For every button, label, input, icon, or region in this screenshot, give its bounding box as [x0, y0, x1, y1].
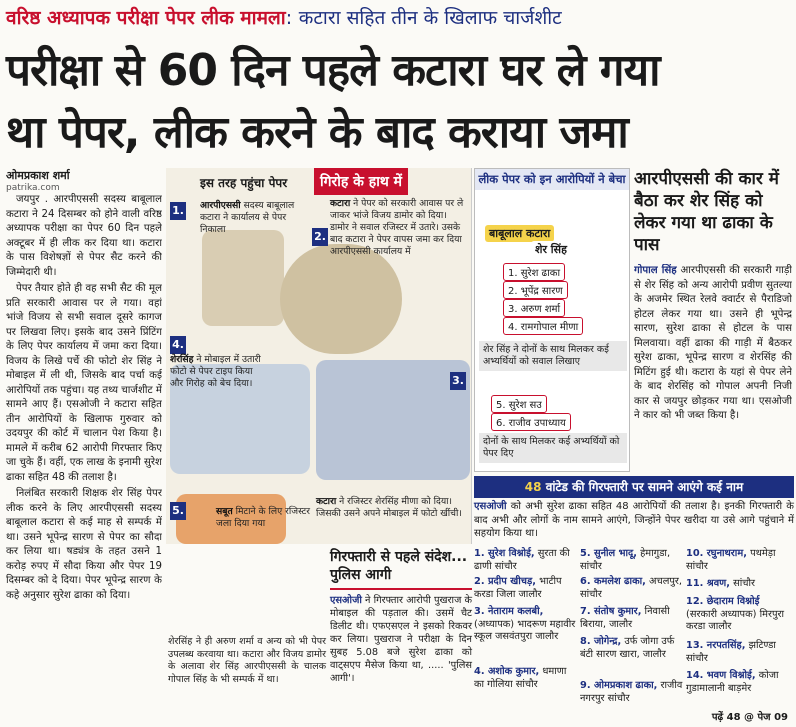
- step-1-bold: आरपीएससी: [200, 200, 241, 211]
- site-name: patrika.com: [6, 183, 60, 193]
- graphic-title: इस तरह पहुंचा पेपर: [200, 176, 288, 190]
- headline-line-2: था पेपर, लीक करने के बाद कराया जमा: [6, 107, 628, 158]
- step-3-number: 3.: [450, 372, 466, 390]
- article-column-1: [6, 193, 162, 713]
- step-1-number: 1.: [170, 202, 186, 220]
- chain-sub: शेर सिंह: [531, 241, 571, 258]
- arrest-heading: गिरफ्तारी से पहले संदेश... पुलिस आगी: [330, 548, 472, 590]
- wanted-entry: 6. कमलेश ढाका, अचलपुर, सांचौर: [580, 576, 683, 600]
- accused-chain-box: [474, 168, 630, 472]
- side-story-text: आरपीएससी की सरकारी गाड़ी से शेर सिंह को अन्य आरोपी प्रवीण सुतल्या के अजमेर स्थित रेलवे क्वार्टर से पैराडिजो होटल लेकर गया था। उसने ही भूपेन्द्र सारण, सुरेश ढाका से होटल के पास मिलवाया। वहीं ढाका की गाड़ी में बैठकर सुरेश ढाका, भूपेन्द्र सारण व शेरसिंह की मिटिंग हुई थी। कटारा के यहां से पेपर लेने के बाद शेरसिंह को गोपाल अपनी निजी कार से जयपुर छोड़कर गया था। एसओजी ने कार को भी जब्त किया है।: [634, 265, 792, 421]
- wanted-entry: 5. सुनील भादू, हेमागुडा, सांचौर: [580, 548, 671, 572]
- chain-title: लीक पेपर को इन आरोपियों ने बेचा: [475, 169, 629, 190]
- illustration-uncle-nephew: [280, 244, 402, 354]
- wanted-entry: 2. प्रदीप खीचड़, भाटीप करडा जिला जालौर: [474, 576, 562, 600]
- paragraph: पेपर तैयार होते ही वह सभी सैट की मूल प्रति सरकारी आवास पर ले गया। वहां भांजे विजय से सभी सवाल दूसरे कागज पर लिखवा लिए। इसके बाद उसने प्रिंटिंग के लिए पेपर कार्यालय में जमा करा दिया। विजय के लिखे पर्चे की फोटो शेर सिंह ने मोबाइल में ली थी, जिसके बाद पर्चा कई आरोपियों तक पहुंचा। यह तथ्य चार्जशीट में सामने आए हैं। एसओजी ने कटारा सहित तीन आरोपियों के खिलाफ गुरुवार को उदयपुर की कोर्ट में चालान पेश किया है। मामले में करीब 62 आरोपी गिरफ्तार किए जा चुके हैं। वहीं, एक लाख के इनामी सुरेश ढाका सहित 48 की तलाश है।: [6, 283, 162, 483]
- chain-item: 4. रामगोपाल मीणा: [503, 317, 583, 335]
- wanted-intro-lead: एसओजी: [474, 501, 507, 512]
- wanted-intro-text: को अभी सुरेश ढाका सहित 48 आरोपियों की तलाश है। इनकी गिरफ्तारी के बाद अभी और लोगों के नाम सामने आएंगे, जिन्होंने पेपर खरीदा या उसे आगे पहुंचाने में सहयोग किया था।: [474, 501, 794, 539]
- graphic-bottom-caption: शेरसिंह ने ही अरुण शर्मा व अन्य को भी पेपर उपलब्ध करवाया था। कटारा और विजय डामोर के अलावा शेर सिंह आरपीएससी के चालक गोपाल सिंह के भी सम्पर्क में था।: [168, 636, 326, 685]
- wanted-entry: 1. सुरेश विश्नोई, सुरता की ढाणी सांचौर: [474, 548, 570, 572]
- step-2-bold: कटारा: [330, 198, 351, 209]
- step-4-number: 4.: [170, 336, 186, 354]
- chain-note-2: दोनों के साथ मिलकर कई अभ्यर्थियों को पेपर दिए: [479, 433, 627, 463]
- wanted-intro: [474, 500, 794, 541]
- step-5-text: मिटाने के लिए रजिस्टर जला दिया गया: [216, 506, 311, 529]
- wanted-entry: 11. श्रवण, सांचौर: [686, 578, 756, 589]
- step-2-number: 2.: [312, 228, 328, 246]
- kicker-topic: वरिष्ठ अध्यापक परीक्षा पेपर लीक मामला: [6, 7, 286, 29]
- illustration-office-man: [202, 230, 284, 326]
- wanted-entry: 4. अशोक कुमार, धमाणा का गोलिया सांचौर: [474, 666, 567, 690]
- side-story-body: [634, 264, 792, 476]
- headline: [6, 40, 792, 164]
- kicker: [6, 4, 792, 34]
- wanted-entry: 7. संतोष कुमार, निवासी बिराया, जालौर: [580, 606, 670, 630]
- paragraph: जयपुर . आरपीएससी सदस्य बाबूलाल कटारा ने 24 दिसम्बर को होने वाली वरिष्ठ अध्यापक परीक्षा का पेपर 60 दिन पहले अक्टूबर में ही लीक कर दिया था। कटारा के पास विशेषज्ञों से पेपर सैट करने की जिम्मेदारी थी।: [6, 194, 162, 278]
- wanted-entry: 9. ओमप्रकाश ढाका, राजीव नगरपुर सांचौर: [580, 680, 683, 704]
- arrest-lead: एसओजी: [330, 595, 362, 606]
- graphic-badge: गिरोह के हाथ में: [314, 168, 408, 195]
- step-3-caption: [316, 496, 468, 520]
- arrest-body: [330, 594, 472, 685]
- chain-item: 3. अरुण शर्मा: [503, 299, 565, 317]
- step-4-bold: शेरसिंह: [170, 354, 194, 365]
- wanted-entry: 13. नरपतसिंह, झटिण्डा सांचौर: [686, 640, 776, 664]
- chain-item: 6. राजीव उपाध्याय: [491, 413, 571, 431]
- step-4-text: ने मोबाइल में उतारी फोटो से पेपर टाइप किया और गिरोह को बेच दिया।: [170, 354, 261, 389]
- side-story-lead: गोपाल सिंह: [634, 265, 677, 276]
- step-2-caption: [330, 198, 468, 258]
- process-graphic: [166, 168, 472, 544]
- kicker-separator: :: [285, 7, 293, 29]
- step-1-text: सदस्य बाबूलाल कटारा ने कार्यालय से पेपर निकाला: [200, 200, 295, 235]
- step-5-caption: [216, 506, 312, 530]
- byline: [6, 168, 166, 193]
- chain-note-1: शेर सिंह ने दोनों के साथ मिलकर कई अभ्यर्थियों को सवाल लिखाए: [479, 341, 627, 371]
- wanted-count: 48: [524, 480, 542, 494]
- wanted-entry: 8. जोगेन्द्र, उर्फ जोगा उर्फ बंटी सारण खारा, जालौर: [580, 636, 675, 660]
- author-name: ओमप्रकाश शर्मा: [6, 169, 70, 182]
- wanted-bar-text: वांटेड की गिरफ्तारी पर सामने आएंगे कई नाम: [545, 480, 744, 494]
- wanted-entry: 3. नेताराम कलबी, (अध्यापक) भादरूण महावीर स्कूल जसवंतपुरा जालौर: [474, 606, 576, 642]
- wanted-entry: 10. रघुनाथराम, पथमेड़ा सांचौर: [686, 548, 776, 572]
- step-2-text: ने पेपर को सरकारी आवास पर ले जाकर भांजे विजय डामोर को दिया। डामोर ने सवाल रजिस्टर में उतारे। उसके बाद कटारा ने पेपर वापस जमा कर दिया आरपीएससी कार्यालय में: [330, 198, 464, 257]
- side-story-heading: आरपीएससी की कार में बैठा कर शेर सिंह को लेकर गया था ढाका के पास: [634, 169, 779, 255]
- wanted-entry: 12. छेदाराम विश्नोई (सरकारी अध्यापक) मिरपुरा करडा जालौर: [686, 596, 785, 632]
- chain-item: 5. सुरेश सउ: [491, 395, 547, 413]
- step-1-caption: [200, 200, 296, 236]
- chain-item: 1. सुरेश ढाका: [503, 263, 565, 281]
- step-3-text: ने रजिस्टर शेरसिंह मीणा को दिया। जिसकी उसने अपने मोबाइल में फोटो खींची।: [316, 496, 462, 519]
- step-3-bold: कटारा: [316, 496, 337, 507]
- illustration-phone-photo: [316, 360, 470, 480]
- arrest-message-box: [330, 548, 472, 716]
- chain-item: 2. भूपेंद्र सारण: [503, 281, 568, 299]
- kicker-summary: कटारा सहित तीन के खिलाफ चार्जशीट: [298, 7, 562, 29]
- step-5-bold: सबूत: [216, 506, 233, 517]
- wanted-names: [474, 548, 794, 708]
- step-4-caption: [170, 354, 262, 390]
- paragraph: निलंबित सरकारी शिक्षक शेर सिंह पेपर लीक करने के लिए आरपीएससी सदस्य बाबूलाल कटारा से कई माह से सम्पर्क में था। उसने भूपेन्द्र सारण से पेपर का सौदा कर लिया था। षड्यंत्र के तहत उसने 1 करोड़ रुपए में सौदा किया और पेपर 19 दिसम्बर को दे दिया। पेपर भूपेन्द्र सारण के कहे अनुसार सुरेश ढाका को दिया।: [6, 488, 162, 601]
- step-5-number: 5.: [170, 502, 186, 520]
- chain-boss: बाबूलाल कटारा: [485, 225, 554, 242]
- headline-line-1: परीक्षा से 60 दिन पहले कटारा घर ले गया: [6, 45, 660, 96]
- wanted-entry: 14. भवण विश्नोई, कोजा गुडामालानी बाड़मेर: [686, 670, 779, 694]
- wanted-bar: [474, 476, 794, 498]
- arrest-text: ने गिरफ्तार आरोपी पुखराज के मोबाइल की पड़ताल की। उसमें चैट डिलीट थी। एफएसएल ने इसको रिकवर कर लिया। पुखराज ने परीक्षा के दिन सुबह 5.08 बजे सुरेश ढाका को वाट्सएप मैसेज किया था, ..... 'पुलिस आगी'।: [330, 595, 473, 684]
- page-reference: पढ़ें 48 @ पेज 09: [711, 712, 788, 723]
